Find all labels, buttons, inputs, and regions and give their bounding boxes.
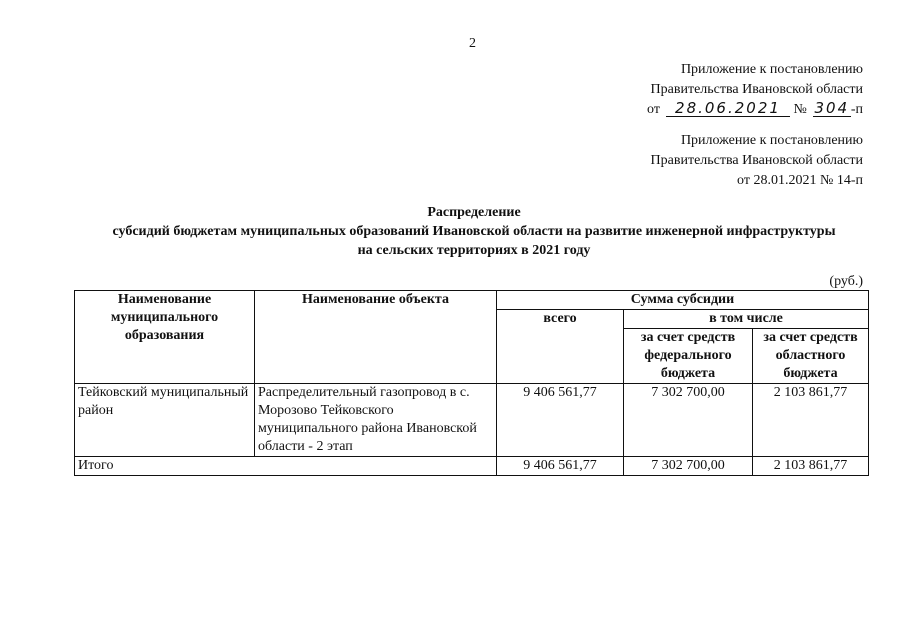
totals-federal: 7 302 700,00 — [624, 457, 753, 476]
header-subsidy-sum: Сумма субсидии — [497, 291, 869, 310]
number-label: № — [793, 102, 807, 117]
from-label: от — [647, 102, 660, 117]
handwritten-number: 304 — [814, 99, 850, 117]
title-line3: на сельских территориях в 2021 году — [357, 243, 591, 258]
header-federal: за счет средств федерального бюджета — [624, 329, 753, 384]
table-row — [75, 384, 869, 457]
appendix-current-date-line — [647, 100, 863, 120]
cell-federal: 7 302 700,00 — [624, 384, 753, 457]
cell-municipality: Тейковский муниципальный район — [75, 384, 255, 457]
cell-regional: 2 103 861,77 — [753, 384, 869, 457]
table-totals-row — [75, 457, 869, 476]
header-total: всего — [497, 310, 624, 384]
handwritten-date: 28.06.2021 — [666, 100, 790, 117]
appendix-original-header — [651, 131, 863, 191]
totals-label: Итого — [75, 457, 497, 476]
appendix-original-line2: Правительства Ивановской области — [650, 153, 863, 168]
header-regional: за счет средств областного бюджета — [753, 329, 869, 384]
title-line1: Распределение — [427, 205, 521, 220]
header-municipality: Наименование муниципального образования — [75, 291, 255, 384]
currency-unit: (руб.) — [829, 274, 863, 289]
number-suffix: -п — [850, 102, 863, 117]
totals-total: 9 406 561,77 — [497, 457, 624, 476]
totals-regional: 2 103 861,77 — [753, 457, 869, 476]
cell-total: 9 406 561,77 — [497, 384, 624, 457]
appendix-current-line1: Приложение к постановлению — [680, 62, 863, 77]
cell-object: Распределительный газопровод в с. Морозово Тейковского муниципального района Ивановской области - 2 этап — [255, 384, 497, 457]
header-object: Наименование объекта — [255, 291, 497, 384]
appendix-original-line3: от 28.01.2021 № 14-п — [737, 173, 863, 188]
page-number: 2 — [469, 36, 476, 51]
header-including: в том числе — [624, 310, 869, 329]
document-title — [40, 203, 905, 260]
table-header-row — [75, 291, 869, 310]
title-line2: субсидий бюджетам муниципальных образований Ивановской области на развитие инженерной инфраструктуры — [112, 224, 836, 239]
appendix-current-header — [647, 60, 863, 120]
subsidy-table — [74, 290, 869, 476]
appendix-original-line1: Приложение к постановлению — [680, 133, 863, 148]
appendix-current-line2: Правительства Ивановской области — [650, 82, 863, 97]
